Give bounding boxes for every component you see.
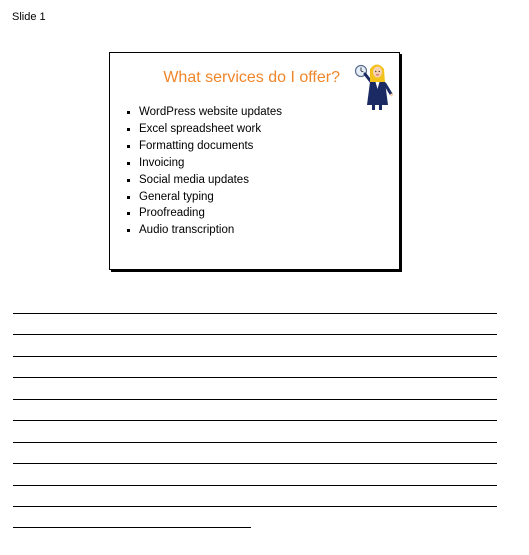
note-line bbox=[13, 442, 497, 443]
list-item: Proofreading bbox=[127, 205, 282, 222]
note-line bbox=[13, 399, 497, 400]
note-line bbox=[13, 420, 497, 421]
services-bullet-list bbox=[127, 104, 282, 239]
list-item: Invoicing bbox=[127, 155, 282, 172]
note-line bbox=[13, 463, 497, 464]
note-line bbox=[13, 527, 251, 528]
list-item: WordPress website updates bbox=[127, 104, 282, 121]
list-item: Excel spreadsheet work bbox=[127, 121, 282, 138]
list-item: General typing bbox=[127, 189, 282, 206]
note-line bbox=[13, 506, 497, 507]
note-line bbox=[13, 356, 497, 357]
slide-title: What services do I offer? bbox=[163, 69, 340, 86]
slide-number-label: Slide 1 bbox=[12, 11, 46, 23]
businesswoman-with-clock-icon bbox=[353, 61, 395, 111]
slide-thumbnail bbox=[109, 52, 400, 270]
note-line bbox=[13, 334, 497, 335]
list-item: Formatting documents bbox=[127, 138, 282, 155]
note-line bbox=[13, 377, 497, 378]
note-line bbox=[13, 313, 497, 314]
note-line bbox=[13, 485, 497, 486]
list-item: Audio transcription bbox=[127, 222, 282, 239]
list-item: Social media updates bbox=[127, 172, 282, 189]
